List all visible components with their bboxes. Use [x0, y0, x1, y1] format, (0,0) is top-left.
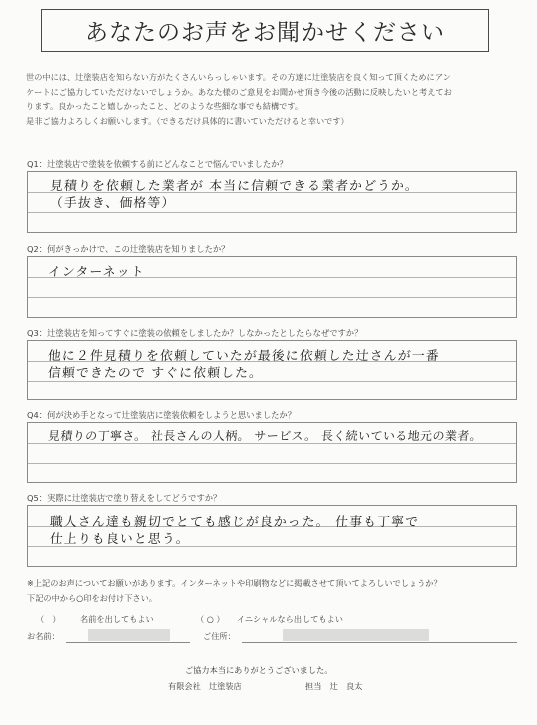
q5-answer-line: 仕上りも良いと思う。	[49, 532, 191, 547]
intro-line: 是非ご協力よろしくお願いします。（できるだけ具体的に書いていただけると幸いです）	[26, 115, 349, 126]
q1-answer-box	[27, 171, 517, 233]
name-underline	[66, 642, 190, 643]
q2-answer-line: インターネット	[47, 265, 146, 280]
address-redacted-blur	[283, 629, 429, 641]
name-label: お名前：	[27, 631, 60, 641]
intro-line: 世の中には、辻塗装店を知らない方がたくさんいらっしゃいます。その方達に辻塗装店を良く知って頂くためにアン	[26, 72, 451, 82]
option-initial-label: イニシャルなら出してもよい	[237, 614, 343, 624]
q2-label: Q2：何がきっかけで、この辻塗装店を知りましたか？	[27, 244, 230, 254]
q3-label: Q3：辻塗装店を知ってすぐに塗装の依頼をしましたか？しなかったとしたらなぜですか？	[27, 328, 363, 338]
q1-label: Q1：辻塗装店で塗装を依頼する前にどんなことで悩んでいましたか？	[27, 159, 288, 169]
name-redacted-blur	[88, 629, 170, 641]
option-name-mark: （ ）	[36, 614, 61, 624]
q1-answer-line: （手抜き、価格等）	[49, 196, 176, 211]
option-initial-mark: （ ○ ）	[196, 614, 225, 624]
closing-thanks: ご協力本当にありがとうございました。	[185, 665, 333, 675]
closing-company: 有限会社 辻塗装店	[168, 681, 242, 691]
q4-label: Q4：何が決め手となって辻塗装店に塗装依頼をしようと思いましたか？	[27, 410, 297, 420]
q2-answer-box	[27, 256, 517, 318]
q3-answer-line: 信頼できたので すぐに依頼した。	[47, 366, 264, 381]
address-underline	[242, 642, 517, 643]
q5-label: Q5：実際に辻塗装店で塗り替えをしてどうですか？	[27, 493, 222, 503]
intro-text	[26, 70, 521, 128]
page-title: あなたのお声をお聞かせください	[41, 9, 489, 52]
q3-answer-box	[27, 340, 517, 400]
q3-answer-line: 他に２件見積りを依頼していたが最後に依頼した辻さんが一番	[47, 349, 441, 364]
q5-answer-box	[27, 505, 517, 567]
consent-instruction: 下記の中から○印をお付け下さい。	[27, 593, 157, 603]
closing-staff: 担当 辻 良太	[305, 681, 363, 691]
consent-request: ※上記のお声についてお願いがあります。インターネットや印刷物などに掲載させて頂いてよろしいでしょうか？	[27, 578, 442, 588]
option-name-label: 名前を出してもよい	[80, 614, 154, 624]
q4-answer-line: 見積りの丁寧さ。 社長さんの人柄。 サービス。 長く続いている地元の業者。	[47, 429, 483, 443]
q5-answer-line: 職人さん達も親切でとても感じが良かった。 仕事も丁寧で	[49, 515, 420, 530]
q4-answer-box	[27, 422, 517, 483]
q1-answer-line: 見積りを依頼した業者が 本当に信頼できる業者かどうか。	[49, 179, 420, 194]
address-label: ご住所：	[203, 631, 236, 641]
intro-line: ケートにご協力していただけないでしょうか。あなた様のご意見をお聞かせ頂き今後の活動に反映したいと考えてお	[26, 86, 452, 97]
intro-line: ります。良かったこと嬉しかったこと、どのような些細な事でも結構です。	[26, 101, 304, 111]
